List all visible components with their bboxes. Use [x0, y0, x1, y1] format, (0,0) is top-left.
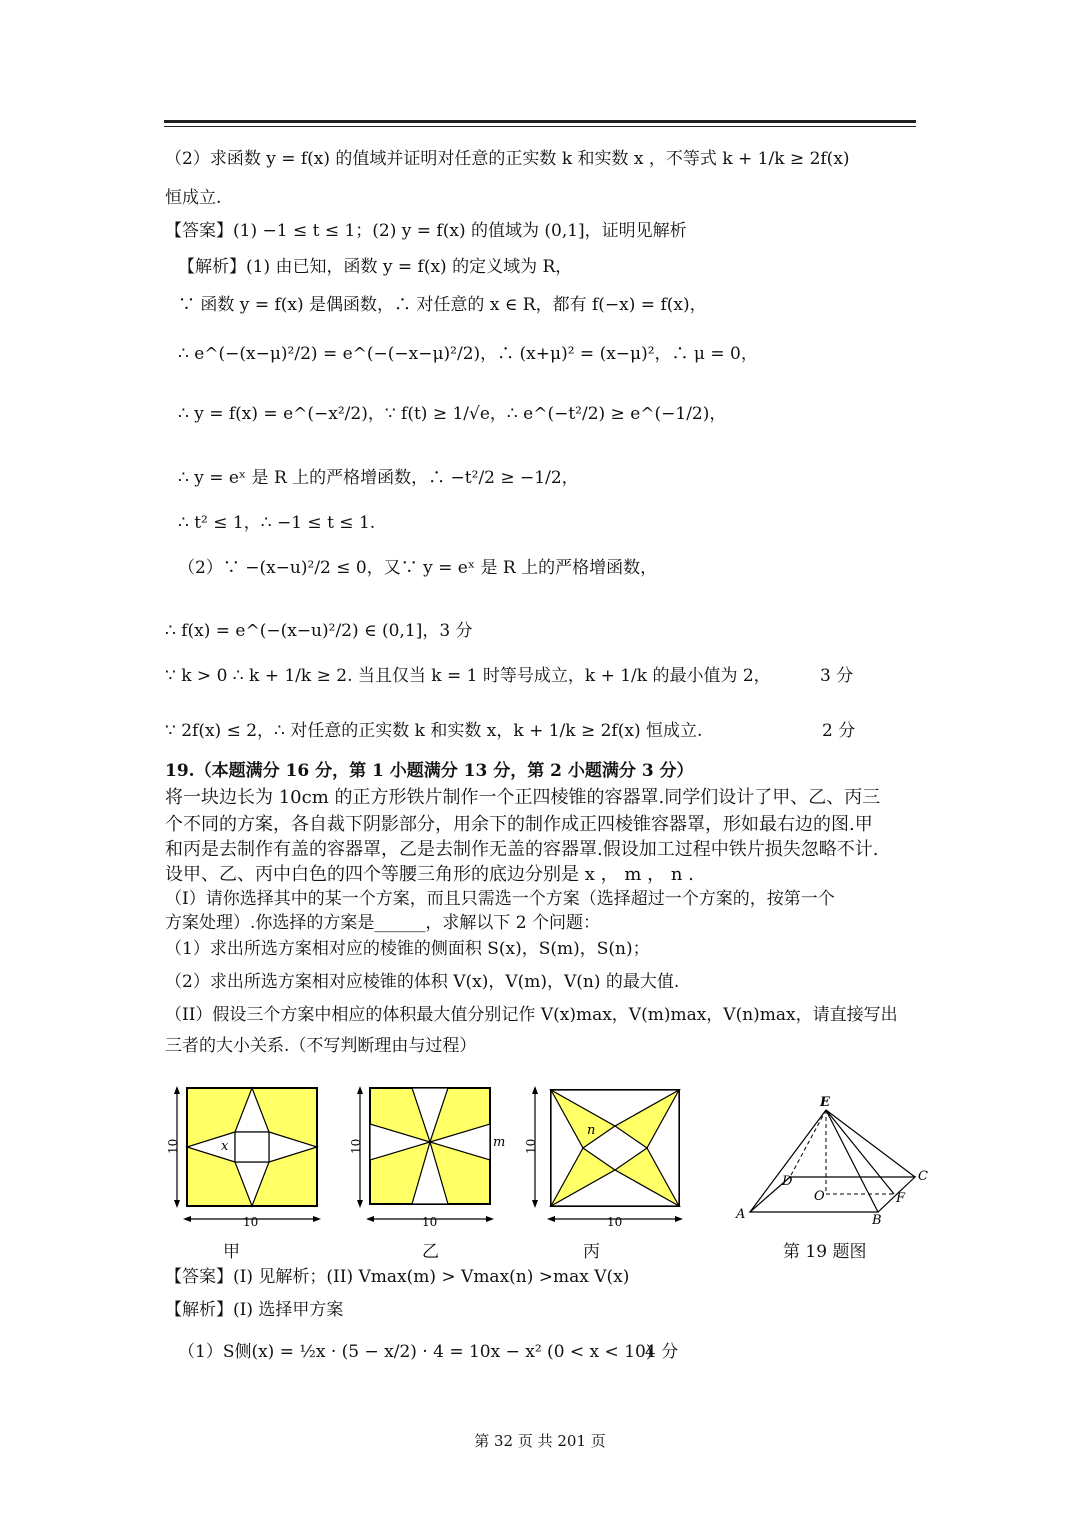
header-rule: [164, 120, 916, 123]
caption-pyramid: 第 19 题图: [783, 1242, 867, 1262]
side-label: 10: [524, 1138, 538, 1154]
text-line: 恒成立.: [165, 188, 222, 208]
solution-line: ∵ k > 0 ∴ k + 1/k ≥ 2. 当且仅当 k = 1 时等号成立，k + 1/k 的最小值为 2，: [165, 666, 771, 686]
side-label: 10: [243, 1215, 259, 1229]
solution-line: ∵ 2f(x) ≤ 2，∴ 对任意的正实数 k 和实数 x，k + 1/k ≥ 2f(x) 恒成立.: [165, 721, 703, 741]
figure-yi: [349, 1086, 505, 1229]
solution-line: 【解析】(1) 由已知，函数 y = f(x) 的定义域为 R，: [178, 257, 573, 277]
solution-line: ∴ e^(−(x−μ)²/2) = e^(−(−x−μ)²/2)，∴ (x+μ)² = (x−μ)²，∴ μ = 0，: [178, 344, 758, 364]
point-label: O: [814, 1189, 825, 1204]
point-label: B: [872, 1213, 882, 1228]
point-label: C: [918, 1169, 928, 1184]
score-label: 2 分: [822, 721, 856, 741]
caption-bing: 丙: [583, 1242, 600, 1262]
solution-line: （2）∵ −(x−u)²/2 ≤ 0，又∵ y = eˣ 是 R 上的严格增函数，: [178, 558, 658, 578]
figures-row: [165, 1082, 928, 1282]
side-label: 10: [166, 1138, 180, 1154]
solution-line: （1）S侧(x) = ½x · (5 − x/2) · 4 = 10x − x² (0 < x < 10): [178, 1342, 653, 1362]
answer-line: 【答案】(1) −1 ≤ t ≤ 1；(2) y = f(x) 的值域为 (0,1]，证明见解析: [165, 221, 687, 241]
solution-line: ∵ 函数 y = f(x) 是偶函数，∴ 对任意的 x ∈ R，都有 f(−x) = f(x)，: [178, 295, 707, 315]
var-m: m: [493, 1135, 506, 1150]
question-text: 和丙是去制作有盖的容器罩，乙是去制作无盖的容器罩.假设加工过程中铁片损失忽略不计.: [165, 839, 879, 860]
question-text: 三者的大小关系.（不写判断理由与过程）: [165, 1036, 477, 1056]
point-label: A: [736, 1207, 746, 1222]
caption-yi: 乙: [422, 1242, 439, 1262]
question-text: （2）求出所选方案相对应棱锥的体积 V(x)，V(m)，V(n) 的最大值.: [165, 972, 680, 992]
question-text: 设甲、乙、丙中白色的四个等腰三角形的底边分别是 x ， m ， n .: [165, 864, 694, 885]
header-rule-thin: [164, 126, 916, 127]
question-text: （II）假设三个方案中相应的体积最大值分别记作 V(x)max，V(m)max，V(n)max，请直接写出: [165, 1005, 898, 1025]
point-label: F: [896, 1191, 906, 1206]
point-label: E: [820, 1095, 830, 1110]
question-title: 19.（本题满分 16 分，第 1 小题满分 13 分，第 2 小题满分 3 分）: [165, 761, 694, 781]
score-label: 3 分: [820, 666, 854, 686]
score-label: 4 分: [645, 1342, 679, 1362]
question-text: 将一块边长为 10cm 的正方形铁片制作一个正四棱锥的容器罩.同学们设计了甲、乙、丙三: [165, 787, 881, 808]
solution-line: 【解析】(I) 选择甲方案: [165, 1300, 344, 1320]
side-label: 10: [349, 1138, 363, 1154]
var-n: n: [587, 1123, 596, 1138]
figure-jia: [166, 1086, 321, 1229]
question-text: 方案处理）.你选择的方案是______，求解以下 2 个问题：: [165, 913, 601, 933]
var-x: x: [221, 1139, 229, 1154]
solution-line: ∴ t² ≤ 1，∴ −1 ≤ t ≤ 1.: [178, 513, 376, 533]
solution-line: ∴ f(x) = e^(−(x−u)²/2) ∈ (0,1]，3 分: [165, 621, 473, 641]
question-text: 个不同的方案，各自裁下阴影部分，用余下的制作成正四棱锥容器罩，形如最右边的图.甲: [165, 814, 873, 835]
figure-pyramid: [735, 1095, 928, 1228]
solution-line: ∴ y = eˣ 是 R 上的严格增函数，∴ −t²/2 ≥ −1/2，: [178, 468, 579, 488]
caption-jia: 甲: [223, 1242, 240, 1262]
question-text: （1）求出所选方案相对应的棱锥的侧面积 S(x)，S(m)，S(n)；: [165, 939, 650, 959]
point-label: D: [782, 1174, 793, 1189]
text-line: （2）求函数 y = f(x) 的值域并证明对任意的正实数 k 和实数 x ，不等式 k + 1/k ≥ 2f(x): [165, 149, 850, 169]
side-label: 10: [607, 1215, 623, 1229]
side-label: 10: [422, 1215, 438, 1229]
solution-line: ∴ y = f(x) = e^(−x²/2)，∵ f(t) ≥ 1/√e，∴ e^(−t²/2) ≥ e^(−1/2)，: [178, 404, 727, 424]
answer-line: 【答案】(I) 见解析；(II) Vmax(m) > Vmax(n) >max V(x): [165, 1267, 630, 1287]
figure-bing: [524, 1086, 683, 1229]
page-footer: 第 32 页 共 201 页: [474, 1432, 606, 1450]
question-text: （I）请你选择其中的某一个方案，而且只需选一个方案（选择超过一个方案的，按第一个: [165, 889, 835, 909]
